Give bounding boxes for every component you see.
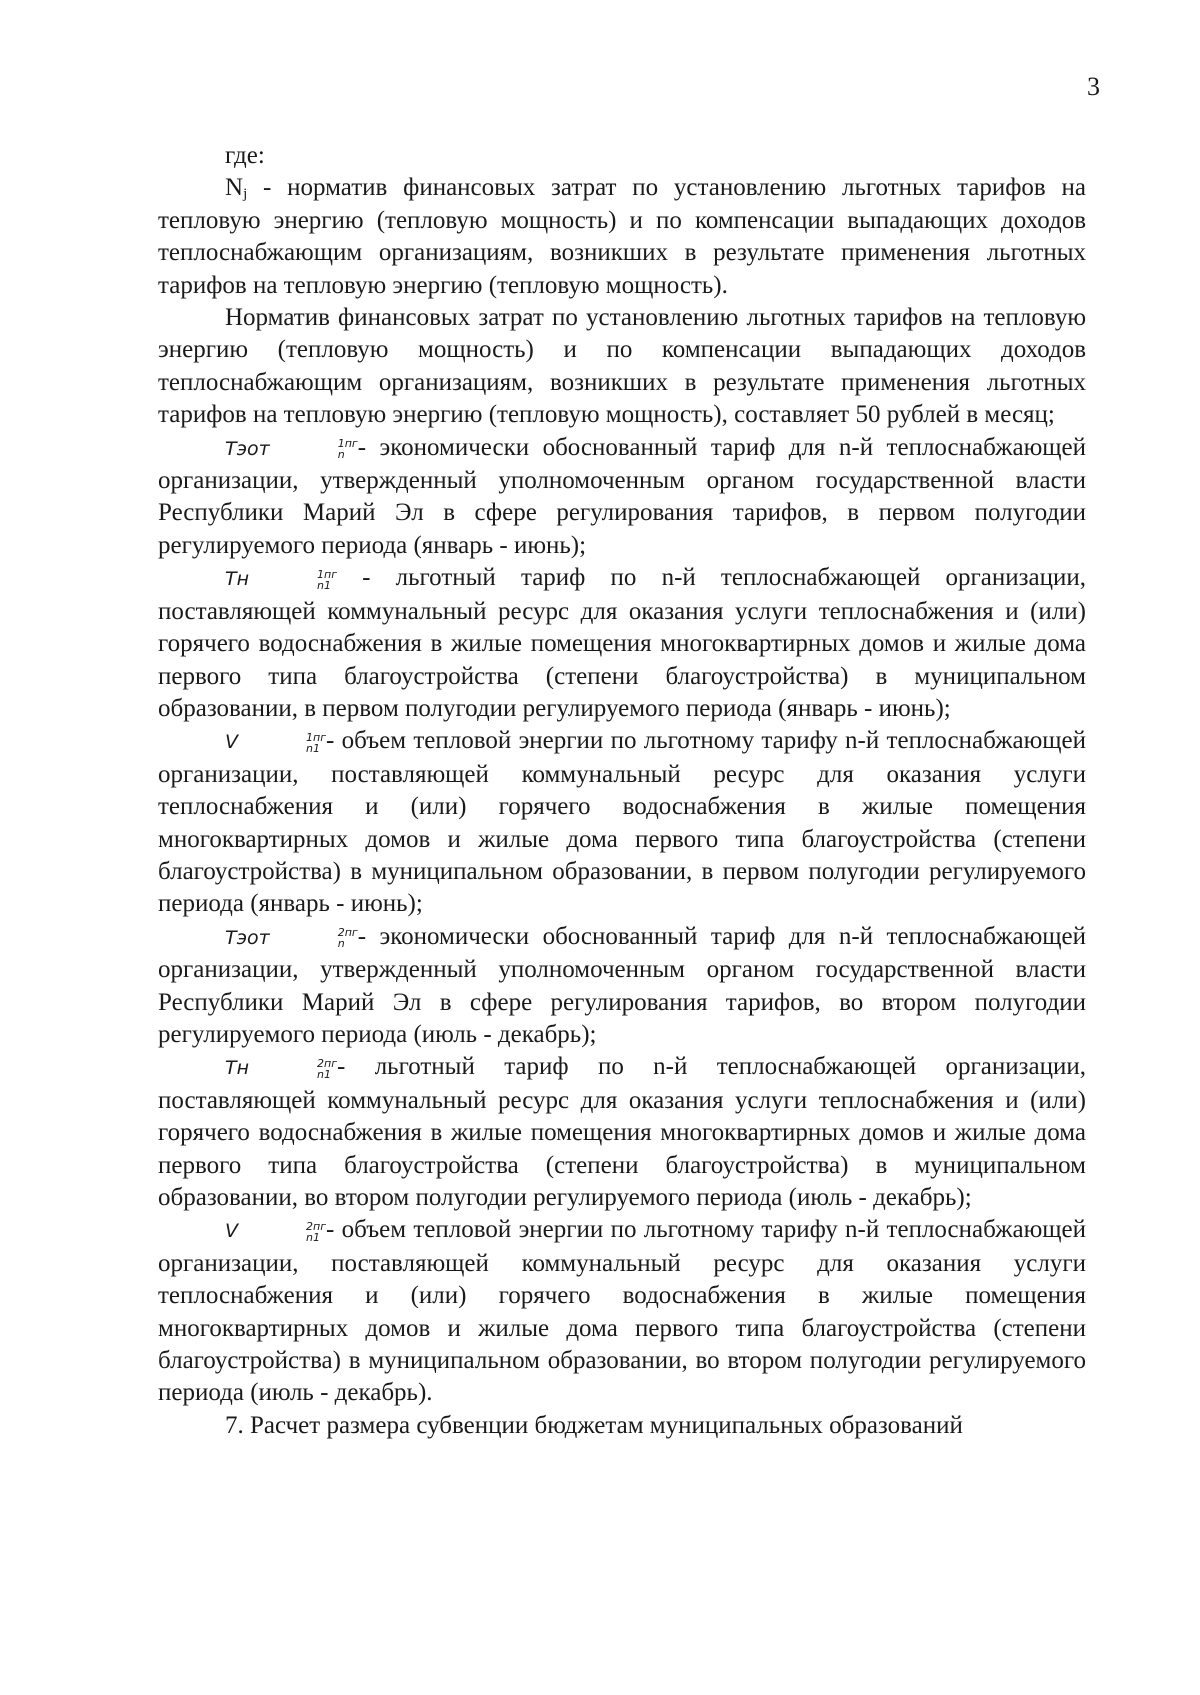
teot2-sup: 2пг <box>337 926 358 940</box>
teot2-indices <box>271 927 358 949</box>
tn2-indices <box>250 1058 337 1080</box>
v2-indices <box>239 1221 326 1243</box>
teot2-symbol <box>225 927 358 949</box>
paragraph-tn1-definition <box>158 562 1086 725</box>
v2-sup: 2пг <box>306 1219 326 1233</box>
tn1-sub: n1 <box>317 578 332 592</box>
tn1-base: Тн <box>225 568 250 591</box>
v1-symbol <box>225 731 326 753</box>
paragraph-v2-definition <box>158 1214 1086 1409</box>
v2-base: V <box>225 1220 238 1243</box>
teot1-indices <box>271 438 358 460</box>
nj-symbol: N <box>225 174 244 202</box>
paragraph-nj-definition <box>158 172 1086 302</box>
v1-text: - объем тепловой энергии по льготному тарифу n-й теплоснабжающей организации, поставляющей коммунальный ресурс для оказания услуги теплоснабжения и (или) горячего водоснабжения в жилые помещения многоквартирных домов и жилые дома первого типа благоустройства (степени благоустройства) в муниципальном образовании, в первом полугодии регулируемого периода (январь - июнь); <box>158 727 1086 918</box>
paragraph-v1-definition <box>158 725 1086 920</box>
v2-text: - объем тепловой энергии по льготному тарифу n-й теплоснабжающей организации, поставляющей коммунальный ресурс для оказания услуги теплоснабжения и (или) горячего водоснабжения в жилые помещения многоквартирных домов и жилые дома первого типа благоустройства (степени благоустройства) в муниципальном образовании, во втором полугодии регулируемого периода (июль - декабрь). <box>158 1216 1086 1407</box>
teot1-text: - экономически обоснованный тариф для n-й теплоснабжающей организации, утвержденный уполномоченным органом государственной власти Республики Марий Эл в сфере регулирования тарифов, в первом полугодии регулируемого периода (январь - июнь); <box>158 433 1086 559</box>
tn1-text: - льготный тариф по n-й теплоснабжающей организации, поставляющей коммунальный ресурс для оказания услуги теплоснабжения и (или) горячего водоснабжения в жилые помещения многоквартирных домов и жилые дома первого типа благоустройства (степени благоустройства) в муниципальном образовании, в первом полугодии регулируемого периода (январь - июнь); <box>158 564 1086 722</box>
v1-sub: n1 <box>306 741 320 755</box>
tn2-sub: n1 <box>317 1067 332 1081</box>
teot2-text: - экономически обоснованный тариф для n-й теплоснабжающей организации, утвержденный уполномоченным органом государственной власти Республики Марий Эл в сфере регулирования тарифов, во втором полугодии регулируемого периода (июль - декабрь); <box>158 922 1086 1048</box>
paragraph-teot1-definition <box>158 432 1086 563</box>
tn1-indices <box>250 569 337 591</box>
v2-symbol <box>225 1220 326 1242</box>
v1-sup: 1пг <box>306 730 326 744</box>
teot2-base: Тэот <box>225 926 270 949</box>
paragraph-where: где: <box>225 142 265 169</box>
nj-text: - норматив финансовых затрат по установлению льготных тарифов на тепловую энергию (тепловую мощность) и по компенсации выпадающих доходов теплоснабжающим организациям, возникших в результате применения льготных тарифов на тепловую энергию (тепловую мощность). <box>158 174 1086 299</box>
v1-indices <box>239 732 326 754</box>
tn1-symbol <box>225 568 337 590</box>
paragraph-normativ: Норматив финансовых затрат по установлению льготных тарифов на тепловую энергию (тепловую мощность) и по компенсации выпадающих доходов теплоснабжающим организациям, возникших в результате применения льготных тарифов на тепловую энергию (тепловую мощность), составляет 50 рублей в месяц; <box>158 304 1086 429</box>
v1-base: V <box>225 731 238 754</box>
teot1-sup: 1пг <box>337 437 358 451</box>
document-body <box>158 140 1086 1442</box>
v2-sub: n1 <box>306 1230 320 1244</box>
teot2-sub: n <box>337 937 345 951</box>
teot1-symbol <box>225 438 358 460</box>
tn2-text: - льготный тариф по n-й теплоснабжающей организации, поставляющей коммунальный ресурс для оказания услуги теплоснабжения и (или) горячего водоснабжения в жилые помещения многоквартирных домов и жилые дома первого типа благоустройства (степени благоустройства) в муниципальном образовании, во втором полугодии регулируемого периода (июль - декабрь); <box>158 1053 1086 1211</box>
tn2-base: Тн <box>225 1057 250 1080</box>
tn2-symbol <box>225 1057 337 1079</box>
paragraph-item-7: 7. Расчет размера субвенции бюджетам муниципальных образований <box>225 1411 963 1439</box>
page-number: 3 <box>1087 72 1100 101</box>
paragraph-teot2-definition <box>158 921 1086 1052</box>
tn1-sup: 1пг <box>317 567 338 581</box>
tn2-sup: 2пг <box>317 1056 338 1070</box>
paragraph-tn2-definition <box>158 1051 1086 1214</box>
nj-subscript: j <box>243 186 248 203</box>
teot1-base: Тэот <box>225 437 270 460</box>
teot1-sub: n <box>337 448 345 462</box>
